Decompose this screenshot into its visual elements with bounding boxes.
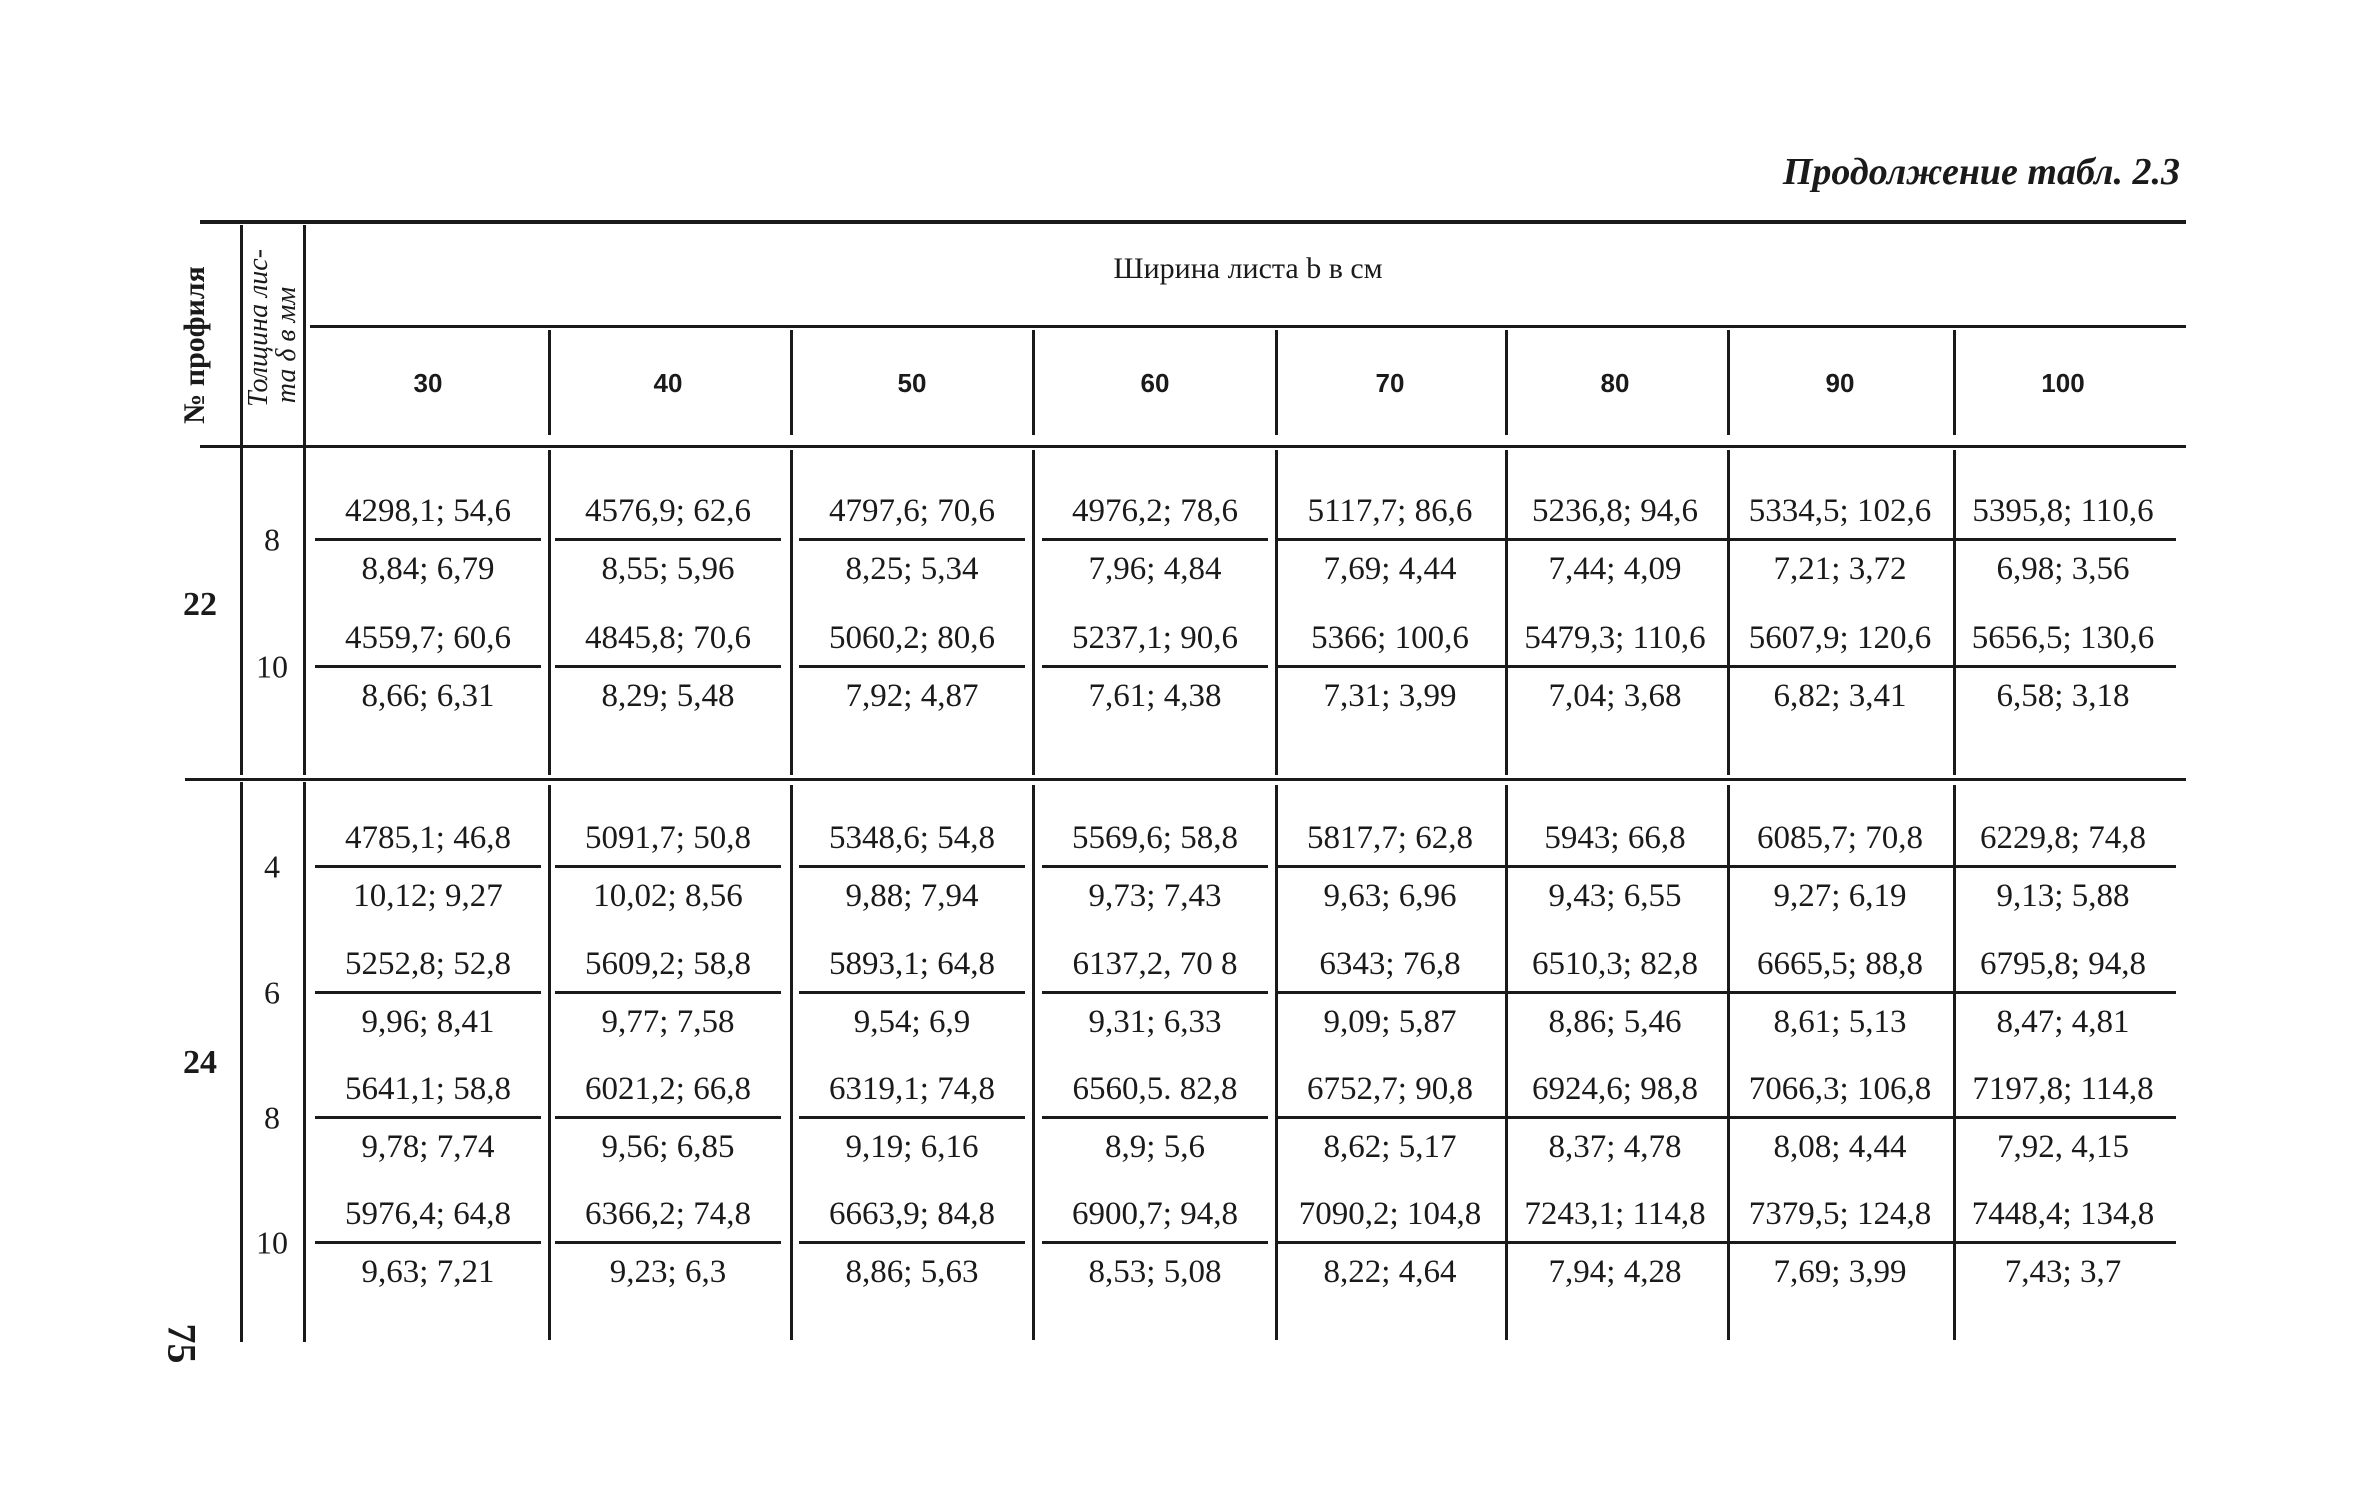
- cell-top-value: 5395,8; 110,6: [1950, 495, 2176, 541]
- cell-top-value: 7379,5; 124,8: [1727, 1198, 1953, 1244]
- cell-bottom-value: 7,92, 4,15: [1997, 1129, 2129, 1165]
- table-cell: [1042, 822, 1268, 913]
- cell-top-value: 6319,1; 74,8: [799, 1073, 1025, 1119]
- table-cell: [1502, 1198, 1728, 1289]
- width-col-header: 100: [2041, 368, 2085, 398]
- table-cell: [555, 622, 781, 713]
- table-cell: [1950, 822, 2176, 913]
- cell-bottom-value: 7,69; 3,99: [1773, 1254, 1907, 1290]
- cell-bottom-value: 7,69; 4,44: [1323, 551, 1457, 587]
- thickness-value: 8: [264, 521, 280, 558]
- profile-col-divider-lower: [240, 782, 243, 1342]
- table-cell: [1042, 948, 1268, 1039]
- table-cell: [1277, 495, 1503, 586]
- table-cell: [1042, 1198, 1268, 1289]
- table-cell: [1950, 495, 2176, 586]
- cell-top-value: 5893,1; 64,8: [799, 948, 1025, 994]
- cell-bottom-value: 7,44; 4,09: [1548, 551, 1682, 587]
- cell-bottom-value: 6,58; 3,18: [1996, 678, 2130, 714]
- column-divider: [1032, 330, 1035, 435]
- table-cell: [555, 948, 781, 1039]
- cell-top-value: 5609,2; 58,8: [555, 948, 781, 994]
- profile-number: 22: [183, 586, 217, 623]
- thickness-header-line1: Толщина лис-: [243, 248, 274, 408]
- cell-top-value: 6021,2; 66,8: [555, 1073, 781, 1119]
- table-cell: [555, 495, 781, 586]
- cell-top-value: 6752,7; 90,8: [1277, 1073, 1503, 1119]
- column-divider: [548, 450, 551, 775]
- cell-bottom-value: 8,61; 5,13: [1773, 1004, 1907, 1040]
- width-header-rule: [310, 325, 2186, 328]
- column-divider: [548, 785, 551, 1340]
- cell-top-value: 5641,1; 58,8: [315, 1073, 541, 1119]
- cell-top-value: 5091,7; 50,8: [555, 822, 781, 868]
- cell-top-value: 7066,3; 106,8: [1727, 1073, 1953, 1119]
- cell-bottom-value: 8,86; 5,63: [845, 1254, 979, 1290]
- table-cell: [315, 622, 541, 713]
- thickness-value: 10: [256, 648, 288, 685]
- cell-top-value: 5236,8; 94,6: [1502, 495, 1728, 541]
- cell-bottom-value: 7,96; 4,84: [1088, 551, 1222, 587]
- thickness-col-divider: [303, 225, 306, 775]
- cell-top-value: 5348,6; 54,8: [799, 822, 1025, 868]
- cell-top-value: 6663,9; 84,8: [799, 1198, 1025, 1244]
- column-divider: [1505, 330, 1508, 435]
- cell-bottom-value: 8,37; 4,78: [1548, 1129, 1682, 1165]
- cell-bottom-value: 8,84; 6,79: [361, 551, 495, 587]
- table-cell: [1727, 948, 1953, 1039]
- table-cell: [555, 1073, 781, 1164]
- page-number: 75: [159, 1323, 205, 1364]
- cell-top-value: 5366; 100,6: [1277, 622, 1503, 668]
- cell-bottom-value: 7,21; 3,72: [1773, 551, 1907, 587]
- cell-top-value: 5569,6; 58,8: [1042, 822, 1268, 868]
- cell-bottom-value: 6,82; 3,41: [1773, 678, 1907, 714]
- thickness-value: 4: [264, 848, 280, 885]
- cell-bottom-value: 9,43; 6,55: [1548, 878, 1682, 914]
- cell-bottom-value: 9,78; 7,74: [361, 1129, 495, 1165]
- table-cell: [1042, 622, 1268, 713]
- cell-top-value: 6366,2; 74,8: [555, 1198, 781, 1244]
- cell-bottom-value: 8,55; 5,96: [601, 551, 735, 587]
- table-cell: [1502, 495, 1728, 586]
- cell-top-value: 5117,7; 86,6: [1277, 495, 1503, 541]
- thickness-header-line2: та δ в мм: [271, 286, 302, 404]
- cell-top-value: 5817,7; 62,8: [1277, 822, 1503, 868]
- width-col-header: 90: [1825, 368, 1855, 398]
- table-cell: [1277, 622, 1503, 713]
- cell-top-value: 6900,7; 94,8: [1042, 1198, 1268, 1244]
- cell-bottom-value: 9,88; 7,94: [845, 878, 979, 914]
- cell-bottom-value: 7,92; 4,87: [845, 678, 979, 714]
- cell-bottom-value: 9,23; 6,3: [609, 1254, 727, 1290]
- cell-bottom-value: 9,27; 6,19: [1773, 878, 1907, 914]
- top-rule: [200, 220, 2186, 224]
- width-col-header: 40: [653, 368, 683, 398]
- cell-top-value: 4797,6; 70,6: [799, 495, 1025, 541]
- cell-bottom-value: 7,43; 3,7: [2004, 1254, 2122, 1290]
- table-cell: [1502, 1073, 1728, 1164]
- table-cell: [1727, 822, 1953, 913]
- table-cell: [555, 822, 781, 913]
- cell-bottom-value: 9,73; 7,43: [1088, 878, 1222, 914]
- cell-bottom-value: 9,13; 5,88: [1996, 878, 2130, 914]
- table-cell: [315, 1073, 541, 1164]
- table-cell: [1502, 948, 1728, 1039]
- width-col-header: 30: [413, 368, 443, 398]
- width-col-header: 60: [1140, 368, 1170, 398]
- cell-bottom-value: 9,96; 8,41: [361, 1004, 495, 1040]
- cell-top-value: 4576,9; 62,6: [555, 495, 781, 541]
- cell-top-value: 5607,9; 120,6: [1727, 622, 1953, 668]
- cell-bottom-value: 9,63; 6,96: [1323, 878, 1457, 914]
- table-cell: [315, 495, 541, 586]
- column-divider: [790, 450, 793, 775]
- cell-top-value: 4785,1; 46,8: [315, 822, 541, 868]
- cell-bottom-value: 8,25; 5,34: [845, 551, 979, 587]
- cell-bottom-value: 6,98; 3,56: [1996, 551, 2130, 587]
- thickness-value: 8: [264, 1099, 280, 1136]
- table-cell: [799, 622, 1025, 713]
- cell-bottom-value: 9,31; 6,33: [1088, 1004, 1222, 1040]
- cell-top-value: 6510,3; 82,8: [1502, 948, 1728, 994]
- cell-bottom-value: 7,04; 3,68: [1548, 678, 1682, 714]
- cell-top-value: 6924,6; 98,8: [1502, 1073, 1728, 1119]
- cell-top-value: 7090,2; 104,8: [1277, 1198, 1503, 1244]
- table-cell: [315, 1198, 541, 1289]
- cell-bottom-value: 9,09; 5,87: [1323, 1004, 1457, 1040]
- table-cell: [1502, 822, 1728, 913]
- cell-bottom-value: 8,9; 5,6: [1105, 1129, 1205, 1165]
- cell-bottom-value: 7,61; 4,38: [1088, 678, 1222, 714]
- table-cell: [1950, 622, 2176, 713]
- cell-top-value: 6085,7; 70,8: [1727, 822, 1953, 868]
- table-cell: [315, 822, 541, 913]
- cell-top-value: 5237,1; 90,6: [1042, 622, 1268, 668]
- table-cell: [1277, 1198, 1503, 1289]
- cell-bottom-value: 9,54; 6,9: [853, 1004, 971, 1040]
- cell-bottom-value: 7,94; 4,28: [1548, 1254, 1682, 1290]
- cell-bottom-value: 9,56; 6,85: [601, 1129, 735, 1165]
- cell-top-value: 4976,2; 78,6: [1042, 495, 1268, 541]
- column-divider: [548, 330, 551, 435]
- cell-bottom-value: 8,29; 5,48: [601, 678, 735, 714]
- column-divider: [1727, 330, 1730, 435]
- cell-top-value: 4298,1; 54,6: [315, 495, 541, 541]
- width-col-header: 80: [1600, 368, 1630, 398]
- cell-bottom-value: 9,19; 6,16: [845, 1129, 979, 1165]
- table-cell: [555, 1198, 781, 1289]
- table-cell: [1042, 495, 1268, 586]
- cell-bottom-value: 8,53; 5,08: [1088, 1254, 1222, 1290]
- cell-top-value: 6795,8; 94,8: [1950, 948, 2176, 994]
- width-header: Ширина листа b в см: [1113, 252, 1383, 285]
- cell-bottom-value: 8,22; 4,64: [1323, 1254, 1457, 1290]
- column-divider: [1032, 785, 1035, 1340]
- table-cell: [799, 1198, 1025, 1289]
- column-divider: [790, 785, 793, 1340]
- cell-bottom-value: 8,66; 6,31: [361, 678, 495, 714]
- table-cell: [1950, 1198, 2176, 1289]
- cell-top-value: 5943; 66,8: [1502, 822, 1728, 868]
- cell-top-value: 4559,7; 60,6: [315, 622, 541, 668]
- cell-bottom-value: 10,02; 8,56: [593, 878, 743, 914]
- cell-bottom-value: 9,77; 7,58: [601, 1004, 735, 1040]
- table-cell: [1950, 948, 2176, 1039]
- cell-bottom-value: 8,08; 4,44: [1773, 1129, 1907, 1165]
- cell-top-value: 5252,8; 52,8: [315, 948, 541, 994]
- cell-top-value: 6137,2, 70 8: [1042, 948, 1268, 994]
- cell-top-value: 5656,5; 130,6: [1950, 622, 2176, 668]
- cell-top-value: 6560,5. 82,8: [1042, 1073, 1268, 1119]
- cell-top-value: 6229,8; 74,8: [1950, 822, 2176, 868]
- table-cell: [1502, 622, 1728, 713]
- column-divider: [790, 330, 793, 435]
- cell-top-value: 6665,5; 88,8: [1727, 948, 1953, 994]
- thickness-value: 10: [256, 1224, 288, 1261]
- cell-top-value: 5479,3; 110,6: [1502, 622, 1728, 668]
- table-cell: [1277, 948, 1503, 1039]
- column-divider: [1953, 330, 1956, 435]
- table-cell: [1727, 495, 1953, 586]
- table-cell: [1727, 1198, 1953, 1289]
- width-col-header: 70: [1375, 368, 1405, 398]
- table-cell: [1727, 622, 1953, 713]
- table-cell: [1277, 1073, 1503, 1164]
- table-caption: Продолжение табл. 2.3: [1782, 151, 2180, 193]
- table-cell: [799, 948, 1025, 1039]
- thickness-value: 6: [264, 974, 280, 1011]
- cell-bottom-value: 8,62; 5,17: [1323, 1129, 1457, 1165]
- thickness-col-divider-lower: [303, 782, 306, 1342]
- cell-top-value: 7243,1; 114,8: [1502, 1198, 1728, 1244]
- cell-top-value: 6343; 76,8: [1277, 948, 1503, 994]
- table-cell: [799, 822, 1025, 913]
- table-cell: [315, 948, 541, 1039]
- header-bottom-rule: [200, 445, 2186, 448]
- cell-top-value: 7448,4; 134,8: [1950, 1198, 2176, 1244]
- cell-top-value: 4845,8; 70,6: [555, 622, 781, 668]
- cell-top-value: 5060,2; 80,6: [799, 622, 1025, 668]
- cell-bottom-value: 7,31; 3,99: [1323, 678, 1457, 714]
- column-divider: [1032, 450, 1035, 775]
- profile-header: № профиля: [178, 266, 211, 424]
- cell-bottom-value: 8,86; 5,46: [1548, 1004, 1682, 1040]
- table-cell: [799, 1073, 1025, 1164]
- group-separator-rule: [185, 778, 2186, 781]
- width-col-header: 50: [897, 368, 927, 398]
- table-cell: [799, 495, 1025, 586]
- table-cell: [1727, 1073, 1953, 1164]
- table-cell: [1277, 822, 1503, 913]
- cell-top-value: 7197,8; 114,8: [1950, 1073, 2176, 1119]
- cell-bottom-value: 8,47; 4,81: [1996, 1004, 2130, 1040]
- cell-bottom-value: 9,63; 7,21: [361, 1254, 495, 1290]
- table-cell: [1950, 1073, 2176, 1164]
- cell-top-value: 5334,5; 102,6: [1727, 495, 1953, 541]
- cell-top-value: 5976,4; 64,8: [315, 1198, 541, 1244]
- cell-bottom-value: 10,12; 9,27: [353, 878, 503, 914]
- profile-number: 24: [183, 1044, 217, 1081]
- column-divider: [1275, 330, 1278, 435]
- table-cell: [1042, 1073, 1268, 1164]
